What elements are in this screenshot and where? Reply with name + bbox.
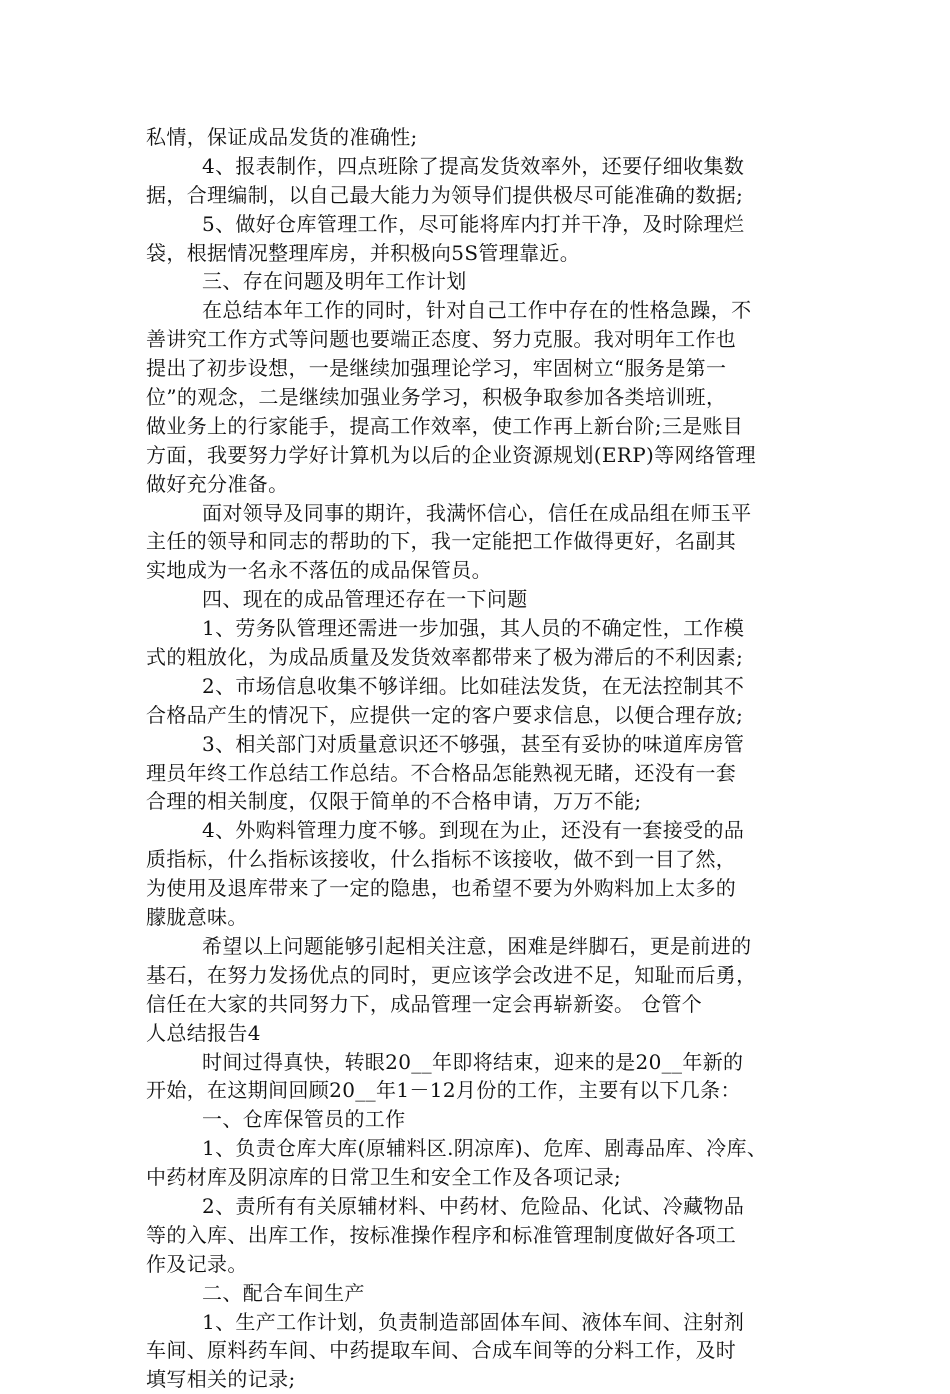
text-line: 中药材库及阴凉库的日常卫生和安全工作及各项记录; — [146, 1165, 622, 1190]
text-line: 2、市场信息收集不够详细。比如硅法发货，在无法控制其不 — [202, 673, 745, 698]
text-line: 1、劳务队管理还需进一步加强，其人员的不确定性，工作模 — [202, 616, 745, 641]
text-line: 一、仓库保管员的工作 — [202, 1107, 406, 1132]
text-line: 主任的领导和同志的帮助的下，我一定能把工作做得更好，名副其 — [146, 529, 737, 554]
text-line: 5、做好仓库管理工作，尽可能将库内打并干净，及时除理烂 — [202, 211, 745, 236]
text-line: 二、配合车间生产 — [202, 1280, 365, 1305]
text-line: 三、存在问题及明年工作计划 — [202, 269, 467, 294]
text-line: 填写相关的记录; — [146, 1367, 296, 1392]
text-line: 做业务上的行家能手，提高工作效率，使工作再上新台阶;三是账目 — [146, 413, 744, 438]
text-line: 私情，保证成品发货的准确性; — [146, 125, 418, 149]
text-line: 为使用及退库带来了一定的隐患，也希望不要为外购料加上太多的 — [146, 876, 737, 901]
text-line: 方面，我要努力学好计算机为以后的企业资源规划(ERP)等网络管理 — [146, 442, 756, 467]
text-line: 3、相关部门对质量意识还不够强，甚至有妥协的味道库房管 — [202, 731, 745, 756]
text-line: 面对领导及同事的期许，我满怀信心，信任在成品组在师玉平 — [202, 500, 752, 525]
text-line: 合格品产生的情况下，应提供一定的客户要求信息，以便合理存放; — [146, 702, 744, 727]
text-line: 1、生产工作计划，负责制造部固体车间、液体车间、注射剂 — [202, 1309, 745, 1334]
text-line: 4、报表制作，四点班除了提高发货效率外，还要仔细收集数 — [202, 153, 745, 178]
text-line: 4、外购料管理力度不够。到现在为止，还没有一套接受的品 — [202, 818, 745, 843]
text-line: 2、责所有有关原辅材料、中药材、危险品、化试、冷藏物品 — [202, 1193, 745, 1218]
text-line: 在总结本年工作的同时，针对自己工作中存在的性格急躁，不 — [202, 298, 752, 323]
text-line: 式的粗放化，为成品质量及发货效率都带来了极为滞后的不利因素; — [146, 645, 744, 670]
text-line: 作及记录。 — [146, 1251, 248, 1276]
text-line: 实地成为一名永不落伍的成品保管员。 — [146, 558, 492, 583]
text-line: 希望以上问题能够引起相关注意，困难是绊脚石，更是前进的 — [202, 933, 752, 958]
text-line: 合理的相关制度，仅限于简单的不合格申请，万万不能; — [146, 789, 642, 814]
document-body — [146, 123, 826, 1394]
text-line: 位”的观念，二是继续加强业务学习，积极争取参加各类培训班， — [146, 385, 727, 410]
text-line: 信任在大家的共同努力下，成品管理一定会再崭新姿。 仓管个 — [146, 991, 703, 1016]
text-line: 等的入库、出库工作，按标准操作程序和标准管理制度做好各项工 — [146, 1222, 737, 1247]
text-line: 做好充分准备。 — [146, 471, 289, 496]
text-line: 四、现在的成品管理还存在一下问题 — [202, 587, 528, 612]
text-line: 袋，根据情况整理库房，并积极向5S管理靠近。 — [146, 240, 581, 265]
text-line: 提出了初步设想，一是继续加强理论学习，牢固树立“服务是第一 — [146, 356, 727, 381]
text-line: 质指标，什么指标该接收，什么指标不该接收，做不到一目了然， — [146, 847, 737, 872]
text-line: 据，合理编制，以自己最大能力为领导们提供极尽可能准确的数据; — [146, 182, 744, 207]
text-line: 理员年终工作总结工作总结。不合格品怎能熟视无睹，还没有一套 — [146, 760, 737, 785]
text-line: 1、负责仓库大库(原辅料区.阴凉库)、危库、剧毒品库、冷库、 — [202, 1136, 768, 1161]
text-line: 善讲究工作方式等问题也要端正态度、努力克服。我对明年工作也 — [146, 327, 737, 352]
text-line: 时间过得真快，转眼20__年即将结束，迎来的是20__年新的 — [202, 1049, 744, 1074]
text-line: 基石，在努力发扬优点的同时，更应该学会改进不足，知耻而后勇， — [146, 962, 757, 987]
text-line: 人总结报告4 — [146, 1020, 261, 1045]
text-line: 朦胧意味。 — [146, 905, 248, 930]
text-line: 车间、原料药车间、中药提取车间、合成车间等的分料工作，及时 — [146, 1338, 737, 1363]
text-line: 开始，在这期间回顾20__年1－12月份的工作，主要有以下几条： — [146, 1078, 741, 1103]
